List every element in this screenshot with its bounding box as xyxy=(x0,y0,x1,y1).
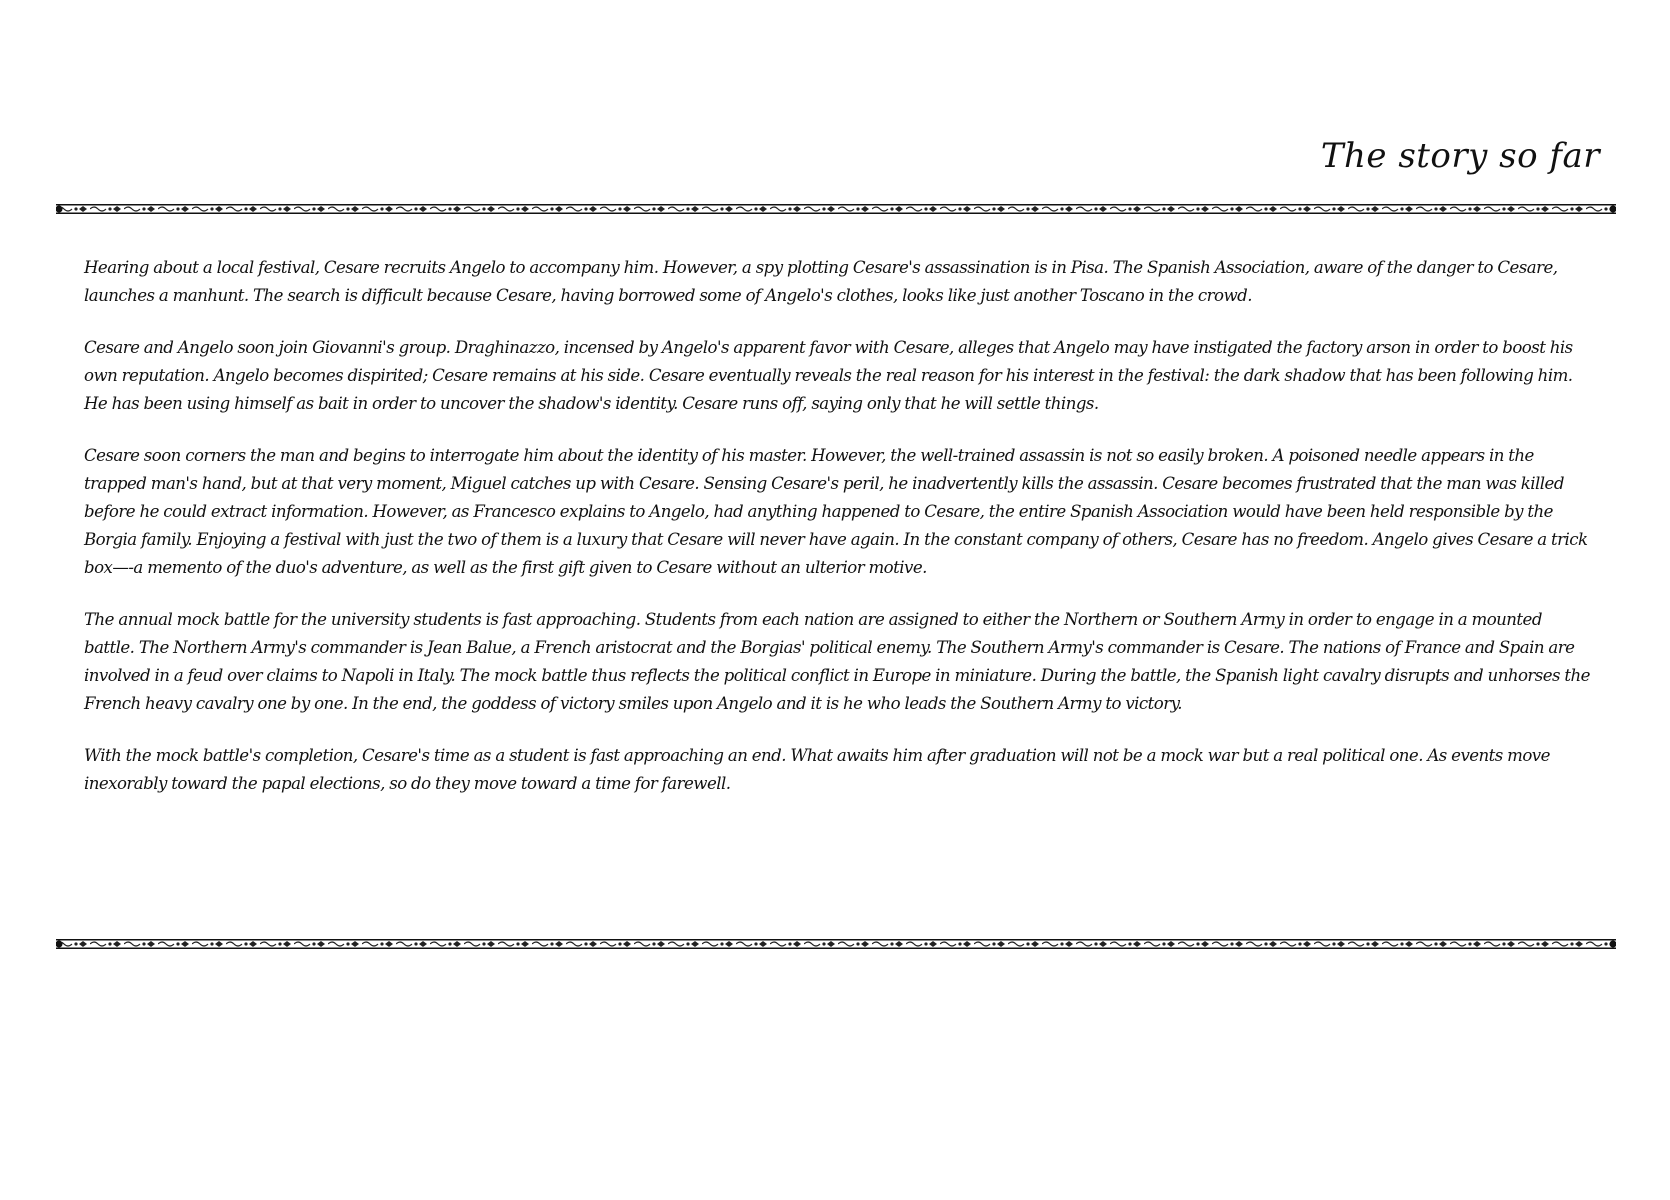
paragraph-farewell: With the mock battle's completion, Cesare's time as a student is fast approaching an end. What awaits him after graduation will not be a mock war but a real political one. As events move inexorably toward the papal elections, so do they move toward a time for farewell. xyxy=(84,746,1550,793)
ornamental-border-bottom xyxy=(56,939,1616,949)
paragraph-assassin: Cesare soon corners the man and begins to interrogate him about the identity of his master. However, the well-trained assassin is not so easily broken. A poisoned needle appears in the trapped man's hand, but at that very moment, Miguel catches up with Cesare. Sensing Cesare's peril, he inadvertently kills the assassin. Cesare becomes frustrated that the man was killed before he could extract information. However, as Francesco explains to Angelo, had anything happened to Cesare, the entire Spanish Association would have been held responsible by the Borgia family. Enjoying a festival with just the two of them is a luxury that Cesare will never have again. In the constant company of others, Cesare has no freedom. Angelo gives Cesare a trick box—-a memento of the duo's adventure, as well as the first gift given to Cesare without an ulterior motive. xyxy=(84,446,1588,577)
page-title: The story so far xyxy=(1320,136,1600,176)
paragraph-mock-battle: The annual mock battle for the university students is fast approaching. Students from each nation are assigned to either the Northern or Southern Army in order to engage in a mounted battle. The Northern Army's commander is Jean Balue, a French aristocrat and the Borgias' political enemy. The Southern Army's commander is Cesare. The nations of France and Spain are involved in a feud over claims to Napoli in Italy. The mock battle thus reflects the political conflict in Europe in miniature. During the battle, the Spanish light cavalry disrupts and unhorses the French heavy cavalry one by one. In the end, the goddess of victory smiles upon Angelo and it is he who leads the Southern Army to victory. xyxy=(84,610,1590,713)
story-summary xyxy=(84,254,1596,822)
paragraph-giovanni-group: Cesare and Angelo soon join Giovanni's group. Draghinazzo, incensed by Angelo's apparent favor with Cesare, alleges that Angelo may have instigated the factory arson in order to boost his own reputation. Angelo becomes dispirited; Cesare remains at his side. Cesare eventually reveals the real reason for his interest in the festival: the dark shadow that has been following him. He has been using himself as bait in order to uncover the shadow's identity. Cesare runs off, saying only that he will settle things. xyxy=(84,338,1573,413)
paragraph-festival: Hearing about a local festival, Cesare recruits Angelo to accompany him. However, a spy plotting Cesare's assassination is in Pisa. The Spanish Association, aware of the danger to Cesare, launches a manhunt. The search is difficult because Cesare, having borrowed some of Angelo's clothes, looks like just another Toscano in the crowd. xyxy=(84,258,1558,305)
ornamental-border-top xyxy=(56,204,1616,214)
